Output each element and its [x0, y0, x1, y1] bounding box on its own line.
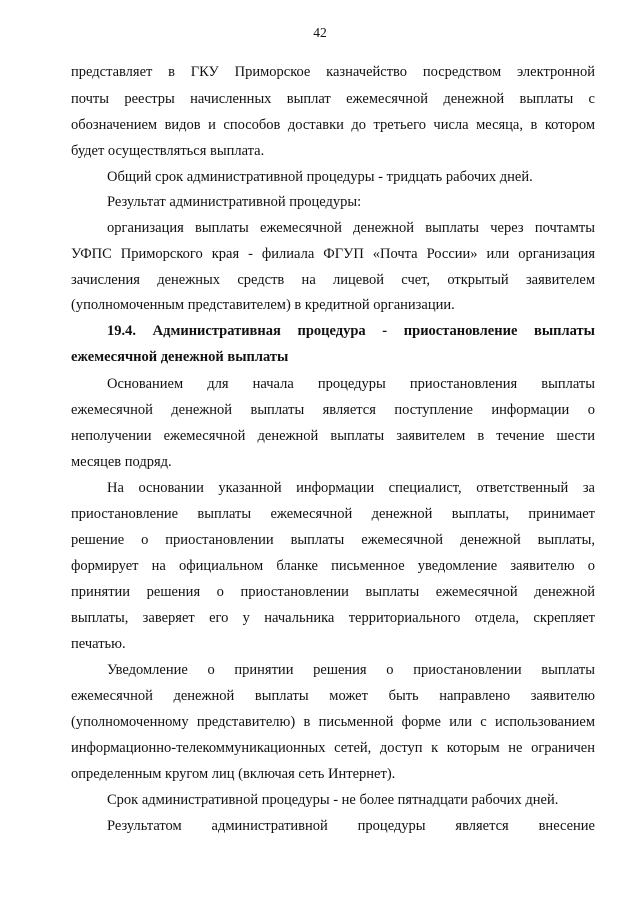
text-line: печатью. [71, 636, 126, 652]
text-line: (уполномоченным представителем) в кредитной организации. [71, 297, 455, 313]
text-line: обозначением видов и способов доставки до третьего числа месяца, в котором [71, 117, 595, 133]
text-line: Общий срок административной процедуры - тридцать рабочих дней. [107, 169, 533, 185]
text-line: представляет в ГКУ Приморское казначейство посредством электронной [71, 64, 595, 80]
text-line: информационно-телекоммуникационных сетей, доступ к которым не ограничен [71, 740, 595, 756]
text-line: решение о приостановлении выплаты ежемесячной денежной выплаты, [71, 532, 595, 548]
text-line: будет осуществляться выплата. [71, 143, 265, 159]
text-line: На основании указанной информации специалист, ответственный за [107, 480, 595, 496]
page-number: 42 [313, 25, 327, 40]
text-line: принятии решения о приостановлении выплаты ежемесячной денежной [71, 584, 595, 600]
text-line: определенным кругом лиц (включая сеть Интернет). [71, 766, 396, 782]
text-line: формирует на официальном бланке письменное уведомление заявителю о [71, 558, 595, 574]
text-line: месяцев подряд. [71, 454, 172, 470]
text-line: Уведомление о принятии решения о приостановлении выплаты [107, 662, 595, 678]
section-heading: 19.4. Административная процедура - приостановление выплаты [107, 323, 595, 339]
text-line: выплаты, заверяет его у начальника территориального отдела, скрепляет [71, 610, 595, 626]
section-heading: ежемесячной денежной выплаты [71, 349, 289, 365]
text-line: ежемесячной денежной выплаты может быть направлено заявителю [71, 688, 595, 704]
text-line: неполучении ежемесячной денежной выплаты заявителем в течение шести [71, 428, 595, 444]
text-line: почты реестры начисленных выплат ежемесячной денежной выплаты с [71, 91, 595, 107]
text-line: УФПС Приморского края - филиала ФГУП «Почта России» или организация [71, 246, 595, 262]
text-line: Срок административной процедуры - не более пятнадцати рабочих дней. [107, 792, 559, 808]
text-line: ежемесячной денежной выплаты является поступление информации о [71, 402, 595, 418]
text-line: Результатом административной процедуры является внесение [107, 818, 595, 834]
text-line: приостановление выплаты ежемесячной денежной выплаты, принимает [71, 506, 595, 522]
text-line: (уполномоченному представителю) в письменной форме или с использованием [71, 714, 595, 730]
text-line: организация выплаты ежемесячной денежной выплаты через почтамты [107, 220, 595, 236]
text-line: Результат административной процедуры: [107, 194, 362, 210]
text-line: Основанием для начала процедуры приостановления выплаты [107, 376, 595, 392]
text-line: зачисления денежных средств на лицевой счет, открытый заявителем [71, 272, 595, 288]
